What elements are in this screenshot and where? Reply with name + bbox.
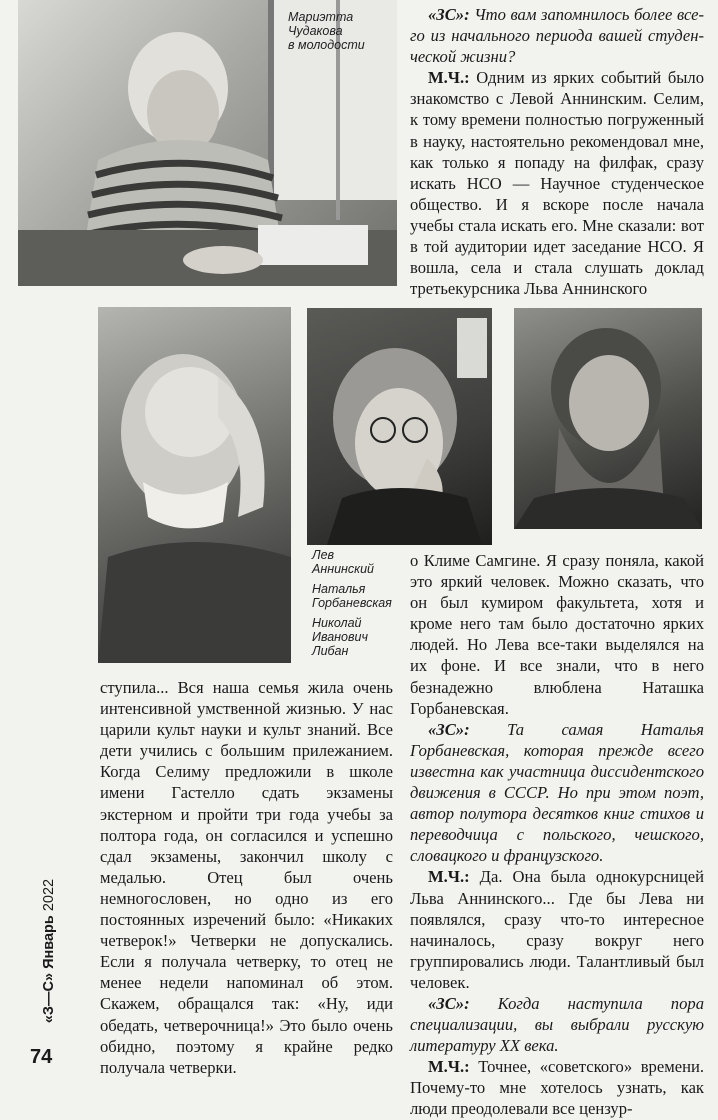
caption-line: Мариэтта — [288, 10, 354, 24]
question-text: Когда наступила пора специализации, вы выбрали русскую литературу XX века. — [410, 993, 704, 1056]
caption-line: Иванович — [312, 630, 368, 644]
caption-line: Горбаневская — [312, 596, 392, 610]
question-text: Что вам запомнилось более все-го из начального периода вашей студен-ческой жизни? — [410, 5, 704, 67]
caption-line: Лев — [312, 548, 335, 562]
answer-label: М.Ч.: — [428, 1057, 470, 1077]
paragraph-text: о Климе Самгине. Я сразу поняла, какой это яркий человек. Можно сказать, что он был кумиром факультета, хотя и кроме него там было достаточно ярких людей. Но Лева все-таки выделялся на их фоне. И все знали, что в него безнадежно влюблена Наташка Горбаневская. — [410, 551, 704, 718]
issue-year: 2022 — [41, 878, 57, 912]
text-column-right-bottom — [410, 550, 704, 1120]
caption-line: Чудакова — [288, 24, 343, 38]
photo-gorbanevskaya — [307, 308, 492, 545]
caption-line: Николай — [312, 616, 362, 630]
answer-text: Точнее, «советского» времени. Почему-то мне хотелось узнать, как люди преодолевали все цензур- — [410, 1057, 704, 1119]
question-label: «ЗС»: — [428, 719, 470, 739]
answer-text: Одним из ярких событий было знакомство с Левой Аннинским. Селим, к тому времени полностью погруженный в науку, настоятельно рекомендовал мне, как только я попаду на филфак, сразу искать НСО — Научное студенческое общество. И я вскоре после начала учебы стала искать его. Мне сказали: вот в той аудитории идет заседание НСО. Я вошла, села и стала слушать доклад третьекурсника Льва Аннинского — [410, 68, 704, 299]
text-column-left-bottom — [100, 677, 393, 1078]
paragraph-text: ступила... Вся наша семья жила очень интенсивной умственной жизнью. У нас царили культ науки и культ знаний. Все дети учились с большим прилежанием. Когда Селиму предложили в школе имени Гастелло сдать экзамены экстерном и пройти три года учебы за полтора года, он согласился и успешно сдал экзамены, закончил школу с медалью. Отец был очень немногословен, но одно из его постоянных изречений было: «Никаких четверок!» Четверки не допускались. Если я получала четверку, то отец не менее недели напоминал об этом. Скажем, обращался так: «Ну, иди обедать, четверочница!» Это было очень обидно, поэтому я крайне редко получала четверки. — [100, 678, 393, 1077]
caption-line: в молодости — [288, 38, 365, 52]
photo-anninsky — [98, 307, 291, 663]
question-label: «ЗС»: — [428, 5, 470, 24]
caption-line: Либан — [312, 644, 349, 658]
caption-trio — [312, 548, 408, 658]
gorbanevskaya-photo-drawing — [307, 308, 492, 545]
magazine-name: «З—С» — [41, 972, 57, 1024]
caption-line: Аннинский — [312, 562, 374, 576]
answer-label: М.Ч.: — [428, 68, 470, 88]
page-number: 74 — [30, 1046, 53, 1068]
photo-liban — [514, 308, 702, 529]
question-label: «ЗС»: — [428, 993, 470, 1013]
issue-month: Январь — [41, 915, 57, 969]
text-column-right-top — [410, 4, 704, 299]
caption-chudakova — [288, 10, 388, 52]
answer-text: Да. Она была однокурсницей Льва Аннинского... Где бы Лева ни появлялся, сразу что-то интересное начиналось, сразу вокруг него группировались люди. Талантливый был человек. — [410, 867, 704, 992]
liban-photo-drawing — [514, 308, 702, 529]
magazine-footer-vertical — [34, 858, 56, 1048]
caption-line: Наталья — [312, 582, 366, 596]
answer-label: М.Ч.: — [428, 867, 470, 887]
anninsky-photo-drawing — [98, 307, 291, 663]
question-text: Та самая Наталья Горбаневская, которая прежде всего известна как участница диссидентского движения в СССР. Но при этом поэт, автор полутора десятков книг стихов и переводчица с польского, чешского, словацкого и французского. — [410, 719, 704, 866]
